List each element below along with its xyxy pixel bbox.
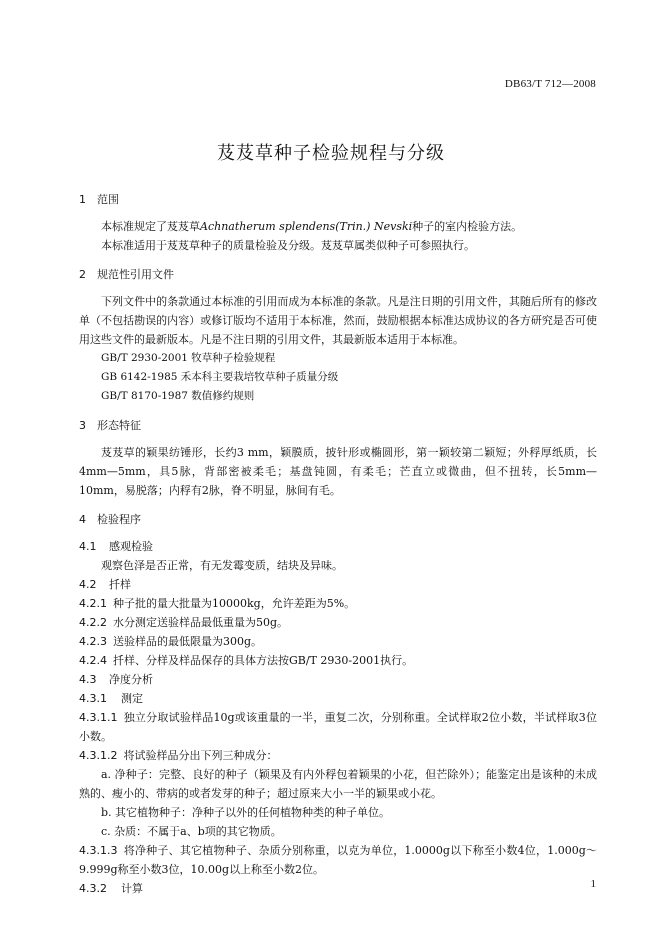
reference-item: GB/T 2930-2001 牧草种子检验规程 [101,352,276,364]
section-4-1-paragraph: 观察色泽是否正常，有无发霉变质，结块及异味。 [101,559,343,572]
clause-4-2-1: 4.2.1 种子批的量大批量为10000kg，允许差距为5%。 [79,597,356,610]
section-4-3-heading: 4.3 净度分析 [79,673,153,686]
clause-4-3-1-2: 4.3.1.2 将试验样品分出下列三种成分： [79,749,278,762]
clause-4-3-1-3: 4.3.1.3 将净种子、其它植物种子、杂质分别称重，以克为单位，1.0000g以下称至小数4位，1.000g～9.999g称至小数3位，10.00g以上称至小数2位。 [79,844,597,876]
clause-4-3-1-1: 4.3.1.1 独立分取试验样品10g或该重量的一半，重复二次，分别称重。全试样取2位小数，半试样取3位小数。 [79,711,597,743]
clause-4-2-2: 4.2.2 水分测定送验样品最低重量为50g。 [79,616,289,629]
section-3-paragraph: 芨芨草的颖果纺锤形，长约3 mm，颖膜质，披针形或椭圆形，第一颖较第二颖短；外稃厚纸质，长4mm—5mm，具5脉，背部密被柔毛；基盘钝圆，有柔毛；芒直立或微曲，但不扭转，长5mm—10mm，易脱落；内稃有2脉，脊不明显，脉间有毛。 [79,446,597,497]
component-c: c. 杂质：不属于a、b项的其它物质。 [101,825,282,838]
section-1-heading: 1 范围 [79,193,119,206]
reference-item: GB 6142-1985 禾本科主要栽培牧草种子质量分级 [101,371,339,383]
section-3-heading: 3 形态特征 [79,419,141,432]
section-1-paragraph-2: 本标准适用于芨芨草种子的质量检验及分级。芨芨草属类似种子可参照执行。 [101,239,475,252]
reference-item: GB/T 8170-1987 数值修约规则 [101,390,255,402]
section-4-heading: 4 检验程序 [79,513,141,526]
section-2-heading: 2 规范性引用文件 [79,268,174,281]
section-4-3-2-heading: 4.3.2 计算 [79,882,143,895]
section-2-paragraph: 下列文件中的条款通过本标准的引用而成为本标准的条款。凡是注日期的引用文件，其随后所有的修改单（不包括勘误的内容）或修订版均不适用于本标准，然而，鼓励根据本标准达成协议的各方研究是否可使用这些文件的最新版本。凡是不注日期的引用文件，其最新版本适用于本标准。 [79,295,597,346]
clause-4-2-4: 4.2.4 扦样、分样及样品保存的具体方法按GB/T 2930-2001执行。 [79,654,414,667]
document-body [79,190,597,898]
component-b: b. 其它植物种子：净种子以外的任何植物种类的种子单位。 [101,806,391,819]
component-a: a. 净种子：完整、良好的种子（颖果及有内外稃包着颖果的小花，但芒除外）；能鉴定出是该种的未成熟的、瘦小的、带病的或者发芽的种子；超过原来大小一半的颖果或小花。 [79,768,597,800]
clause-4-2-3: 4.2.3 送验样品的最低限量为300g。 [79,635,263,648]
page-number: 1 [590,878,596,890]
section-4-2-heading: 4.2 扦样 [79,578,131,591]
latin-name: Achnatherum splendens(Trin.) Nevski [200,220,413,233]
section-1-paragraph-1: 本标准规定了芨芨草Achnatherum splendens(Trin.) Nevski种子的室内检验方法。 [101,220,523,233]
standard-code: DB63/T 712—2008 [504,78,596,90]
section-4-1-heading: 4.1 感观检验 [79,540,153,553]
section-4-3-1-heading: 4.3.1 测定 [79,692,143,705]
document-title: 芨芨草种子检验规程与分级 [217,143,445,164]
